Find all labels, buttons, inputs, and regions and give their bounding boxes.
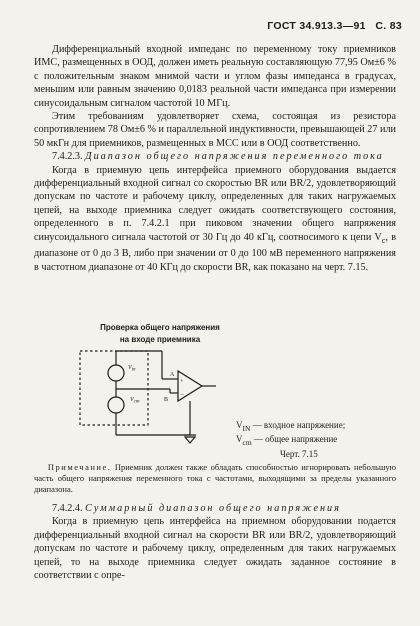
paragraph-scheme: Этим требованиям удовлетворяет схема, состоящая из резистора сопротивлением 78 Ом±6 % и параллельной индуктивности, превышающей 27 или 50 мкГн для приемников, размещенных в МСС или в ООД соответственно. [34, 111, 396, 149]
circuit-diagram [74, 345, 224, 445]
note-text: Приемник должен также обладать способностью игнорировать небольшую часть общего напряжения переменного тока с частотами, выходящими за пределы указанного диапазона. [34, 462, 396, 494]
standard-number: ГОСТ 34.913.3—91 [267, 20, 366, 32]
section-7-4-2-4-body: Когда в приемную цепь интерфейса на приемном оборудовании подается дифференциальный входной сигнал на скорости BR или BR/2, удовлетворяющий допускам по частоте и рабочему циклу, определенным для таких нагружаемых цепей, то на выходе приемника следует ожидать заданное состояние в соответствии с опре- [34, 516, 396, 582]
section-number: 7.4.2.3. [52, 151, 83, 163]
body-text-bottom [34, 502, 396, 582]
section-7-4-2-3-body: Когда в приемную цепь интерфейса приемного оборудования выдается дифференциальный входной сигнал со скоростью BR или BR/2, удовлетворяющий допускам по частоте и рабочему циклу, определенных для таких нагружаемых цепей, на выходе приемника следует ожидать соответствующего состояния, определенного в п. 7.4.2.1 при пиковом значении общего напряжения синусоидального сигнала частотой от 30 Гц до 40 кГц, соотносимого к цепи $V_c$, в диапазоне от 0 до 3 В, либо при значении от 0 до 100 мВ переменного напряжения в частотном диапазоне от 40 КГц до скорости BR, как показано на черт. 7.15. [34, 164, 397, 273]
note-label: Примечание. [47, 462, 112, 472]
page-number: С. 83 [375, 20, 402, 32]
section-title: Диапазон общего напряжения переменного тока [85, 151, 384, 163]
figure-legend [236, 420, 396, 460]
legend-vin: $V_{IN}$ — входное напряжение; [236, 420, 346, 433]
vcm-label: $V_{cm}$ [130, 397, 140, 405]
svg-text:+: + [180, 379, 184, 385]
terminal-a-label: A [170, 372, 175, 378]
vin-label: $V_{in}$ [128, 365, 136, 373]
vcm-source-icon [108, 397, 124, 413]
section-7-4-2-3 [34, 150, 396, 163]
page-header [267, 20, 402, 32]
svg-text:−: − [180, 391, 184, 399]
dashed-frame [80, 351, 148, 425]
paragraph-impedance: Дифференциальный входной импеданс по переменному току приемников ИМС, размещенных в ООД, должен иметь реальную составляющую 77,95 Ом±6 % с положительным знаком мнимой части и углом фазы импеданса в градусах, меньшим или равным значению 0,0183 реальной части импеданса при измерении синусоидальным сигналом частотой 10 МГц. [34, 44, 396, 109]
body-text-top [34, 43, 396, 274]
ground-icon [185, 437, 195, 443]
vin-source-icon [108, 365, 124, 381]
figure-caption: Проверка общего напряжения на входе приемника [100, 323, 220, 344]
section-number: 7.4.2.4. [52, 503, 83, 514]
figure-number: Черт. 7.15 [280, 448, 318, 459]
terminal-b-label: B [164, 397, 169, 403]
legend-vcm: $V_{cm}$ — общее напряжение [236, 434, 338, 448]
section-title: Суммарный диапазон общего напряжения [85, 503, 341, 514]
note [34, 462, 396, 495]
section-7-4-2-4 [34, 502, 396, 515]
